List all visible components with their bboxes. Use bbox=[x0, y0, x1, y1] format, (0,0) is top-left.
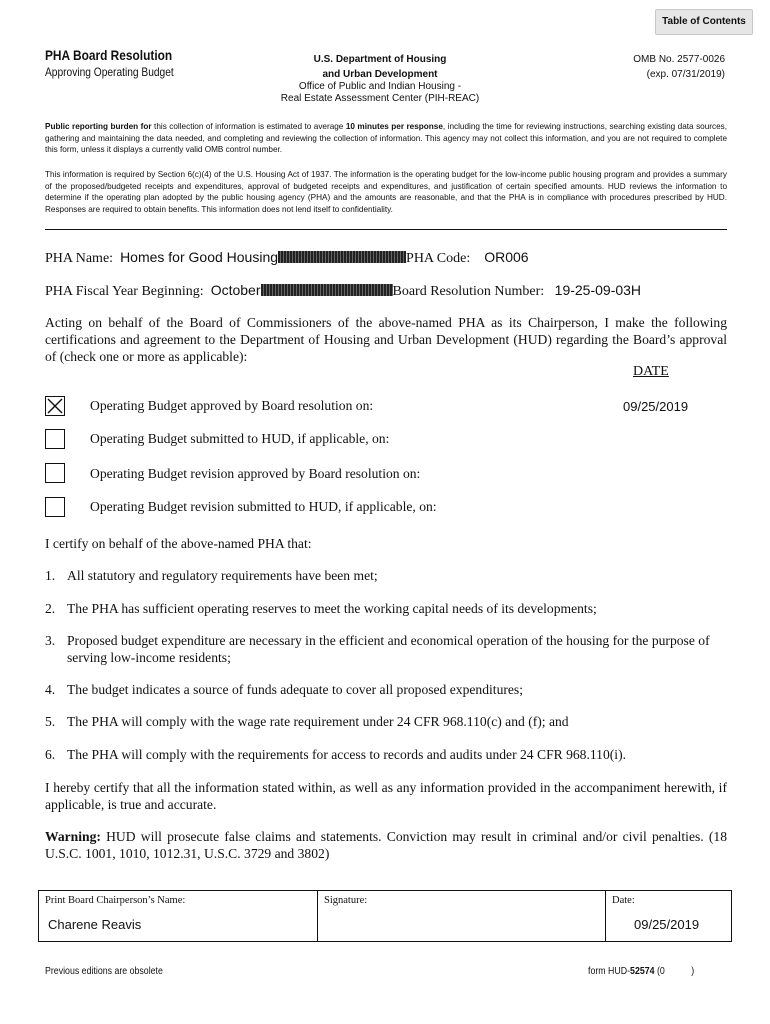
form-title: PHA Board Resolution bbox=[45, 47, 173, 63]
checkbox-label-revision-approved: Operating Budget revision approved by Board resolution on: bbox=[90, 466, 421, 481]
form-number: 52574 bbox=[630, 966, 655, 977]
warning-text: HUD will prosecute false claims and statements. Conviction may result in criminal and/or civil penalties. (18 U.S.C. 1001, 1010, 1012.31, U.S.C. 3729 and 3802) bbox=[45, 829, 727, 861]
agency-line-3: Office of Public and Indian Housing - bbox=[298, 81, 462, 92]
checkbox-label-budget-submitted: Operating Budget submitted to HUD, if applicable, on: bbox=[90, 431, 390, 446]
warning-label: Warning: bbox=[45, 829, 101, 844]
omb-number: OMB No. 2577-0026 bbox=[633, 54, 725, 65]
pha-code-label: PHA Code: bbox=[406, 251, 471, 266]
checkbox-label-revision-submitted: Operating Budget revision submitted to HUD, if applicable, on: bbox=[90, 499, 437, 514]
authority-statement: This information is required by Section 6(c)(4) of the U.S. Housing Act of 1937. The information is the operating budget for the low-income public housing program and provides a summary of the proposed/budgeted receipts and expenditures, approval of budgeted receipts and expenditures, and justification of certain specified amounts. HUD reviews the information to determine if the operating plan adopted by the public housing agency (PHA) and the amounts are reasonable, and that the PHA is in compliance with procedures prescribed by HUD. Responses are required to obtain benefits. This information does not lend itself to confidentiality. bbox=[45, 170, 727, 214]
resolution-number-field[interactable]: 19-25-09-03H bbox=[554, 282, 642, 298]
signature-table bbox=[38, 890, 732, 942]
checkbox-budget-approved[interactable] bbox=[45, 396, 65, 416]
form-end: ) bbox=[691, 966, 695, 977]
header-divider bbox=[45, 229, 727, 230]
checkbox-revision-approved[interactable] bbox=[45, 463, 65, 483]
budget-approved-date-field[interactable]: 09/25/2019 bbox=[623, 399, 689, 414]
checkbox-revision-submitted[interactable] bbox=[45, 497, 65, 517]
footer-obsolete-note: Previous editions are obsolete bbox=[45, 966, 163, 977]
agency-block bbox=[270, 52, 490, 106]
certify-intro: I certify on behalf of the above-named PHA that: bbox=[45, 536, 312, 551]
burden-bold: Public reporting burden for bbox=[45, 122, 152, 131]
closing-statement: I hereby certify that all the information stated within, as well as any information provided in the accompaniment herewith, if applicable, is true and accurate. bbox=[45, 780, 727, 812]
checkmark-x-icon bbox=[46, 397, 64, 415]
signature-date-field[interactable]: 09/25/2019 bbox=[634, 917, 700, 932]
omb-expiration: (exp. 07/31/2019) bbox=[646, 69, 725, 80]
fiscal-year-field[interactable]: October bbox=[210, 282, 261, 298]
burden-statement bbox=[45, 121, 727, 156]
signature-cell[interactable] bbox=[318, 891, 606, 941]
item-text: The budget indicates a source of funds adequate to cover all proposed expenditures; bbox=[67, 682, 523, 697]
certification-item bbox=[45, 600, 727, 617]
checkbox-label-budget-approved: Operating Budget approved by Board resolution on: bbox=[90, 398, 374, 413]
burden-time: 10 minutes per response bbox=[345, 122, 443, 131]
intro-paragraph: Acting on behalf of the Board of Commissioners of the above-named PHA as its Chairperson, I make the following certifications and agreement to the Department of Housing and Urban Development (HUD) regarding the Board’s approval of (check one or more as applicable): bbox=[45, 315, 727, 364]
agency-line-1: U.S. Department of Housing bbox=[313, 54, 447, 65]
chairperson-name-cell bbox=[39, 891, 318, 941]
item-number: 1. bbox=[45, 568, 56, 583]
redaction-mark bbox=[261, 284, 393, 296]
agency-line-2: and Urban Development bbox=[322, 69, 438, 80]
certification-item bbox=[45, 632, 727, 666]
table-of-contents-button[interactable]: Table of Contents bbox=[655, 9, 753, 35]
item-number: 4. bbox=[45, 682, 56, 697]
pha-name-row bbox=[45, 249, 529, 267]
date-label: Date: bbox=[612, 895, 635, 906]
agency-line-4: Real Estate Assessment Center (PIH-REAC) bbox=[280, 93, 480, 104]
item-text: The PHA will comply with the requirements for access to records and audits under 24 CFR 968.110(i). bbox=[67, 747, 626, 762]
item-text: All statutory and regulatory requirements have been met; bbox=[67, 568, 378, 583]
chairperson-name-field[interactable]: Charene Reavis bbox=[48, 917, 142, 932]
burden-text-1: this collection of information is estimated to average bbox=[151, 122, 346, 131]
warning-statement bbox=[45, 828, 727, 862]
signature-label: Signature: bbox=[324, 895, 368, 906]
burden-text-2: , including the time for reviewing instructions, searching existing data sources, gathering and maintaining the data needed, and completing and reviewing the collection of information. This agency may not collect this information, and you are not required to complete this form, unless it displays a currently valid OMB control number. bbox=[45, 122, 728, 154]
date-column-header: DATE bbox=[633, 364, 669, 379]
form-prefix: form HUD- bbox=[588, 966, 631, 977]
item-number: 6. bbox=[45, 747, 56, 762]
item-number: 3. bbox=[45, 633, 56, 648]
resolution-label: Board Resolution Number: bbox=[392, 284, 545, 299]
certification-item bbox=[45, 746, 727, 763]
chairperson-name-label: Print Board Chairperson’s Name: bbox=[45, 895, 186, 906]
footer-form-number bbox=[588, 966, 694, 977]
form-suffix: (0 bbox=[654, 966, 665, 977]
certification-item bbox=[45, 567, 727, 584]
item-number: 2. bbox=[45, 601, 56, 616]
pha-code-field[interactable]: OR006 bbox=[484, 249, 529, 265]
form-subtitle: Approving Operating Budget bbox=[45, 65, 174, 79]
item-text: The PHA has sufficient operating reserves to meet the working capital needs of its developments; bbox=[67, 601, 597, 616]
pha-name-label: PHA Name: bbox=[45, 251, 114, 266]
fiscal-year-label: PHA Fiscal Year Beginning: bbox=[45, 284, 204, 299]
item-text: Proposed budget expenditure are necessary in the efficient and economical operation of the housing for the purpose of serving low-income residents; bbox=[67, 633, 710, 665]
item-number: 5. bbox=[45, 714, 56, 729]
checkbox-budget-submitted[interactable] bbox=[45, 429, 65, 449]
fiscal-year-row bbox=[45, 282, 641, 300]
certification-item bbox=[45, 681, 727, 698]
certification-item bbox=[45, 713, 727, 730]
omb-block bbox=[605, 52, 725, 82]
redaction-mark bbox=[278, 251, 406, 263]
pha-name-field[interactable]: Homes for Good Housing bbox=[120, 249, 279, 265]
date-cell bbox=[606, 891, 731, 941]
item-text: The PHA will comply with the wage rate requirement under 24 CFR 968.110(c) and (f); and bbox=[67, 714, 569, 729]
